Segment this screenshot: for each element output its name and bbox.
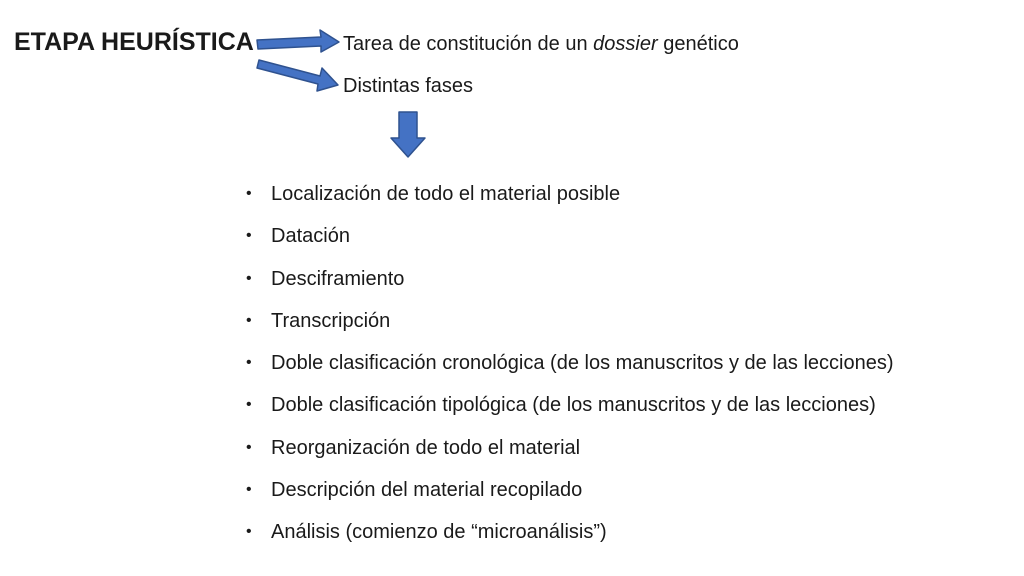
bullet-icon: •	[246, 311, 252, 329]
list-item-text: Datación	[271, 225, 350, 248]
bullet-icon: •	[246, 396, 252, 414]
list-item-text: Análisis (comienzo de “microanálisis”)	[271, 521, 607, 544]
list-item	[246, 265, 894, 307]
list-item	[246, 476, 894, 518]
branch-top-text	[343, 33, 739, 56]
list-item	[246, 391, 894, 433]
list-item-text: Reorganización de todo el material	[271, 436, 581, 459]
arrow-diagonal-down-right-icon	[257, 60, 338, 91]
list-item-text: Doble clasificación cronológica (de los manuscritos y de las lecciones)	[271, 352, 894, 375]
list-item	[246, 434, 894, 476]
list-item-text: Localización de todo el material posible	[271, 183, 621, 205]
page-title: ETAPA HEURÍSTICA	[14, 28, 254, 56]
bullet-icon: •	[246, 523, 252, 541]
list-item-text: Doble clasificación tipológica (de los manuscritos y de las lecciones)	[271, 394, 876, 417]
bullet-icon: •	[246, 269, 252, 287]
list-item-text: Transcripción	[271, 309, 391, 332]
branch-bottom-text: Distintas fases	[343, 75, 474, 97]
bullet-icon: •	[246, 354, 252, 372]
branch-top-prefix: Tarea de constitución de un	[343, 33, 594, 55]
bullet-icon: •	[246, 185, 252, 202]
list-item	[246, 518, 894, 560]
arrow-right-icon	[257, 30, 339, 52]
bullet-icon: •	[246, 481, 252, 499]
list-item	[246, 349, 894, 391]
list-item-text: Descripción del material recopilado	[271, 479, 583, 502]
arrow-down-icon	[391, 112, 425, 157]
phases-list	[246, 180, 894, 561]
branch-top-suffix: genético	[657, 33, 739, 55]
bullet-icon: •	[246, 438, 252, 456]
list-item	[246, 180, 894, 222]
list-item	[246, 222, 894, 264]
list-item-text: Desciframiento	[271, 267, 405, 290]
branch-top-emphasis: dossier	[593, 33, 658, 55]
list-item	[246, 307, 894, 349]
bullet-icon: •	[246, 227, 252, 245]
